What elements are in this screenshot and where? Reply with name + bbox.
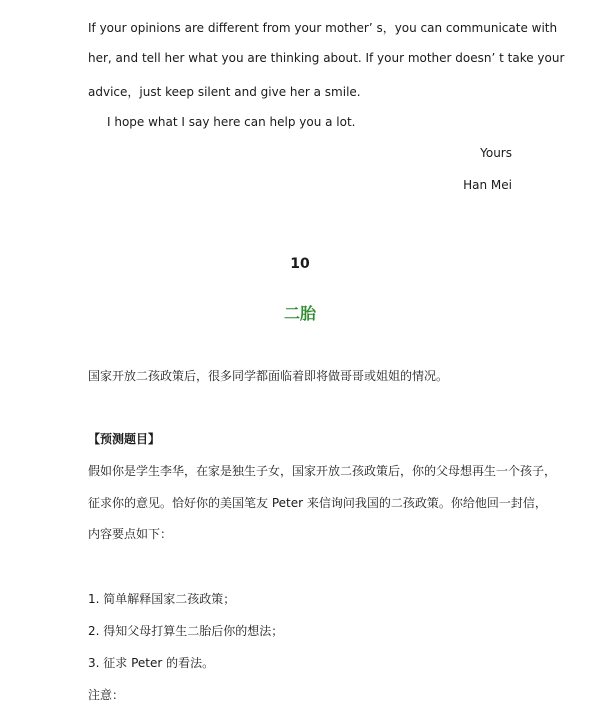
letter-line-1: If your opinions are different from your mother’ s，you can communicate with: [88, 21, 558, 35]
letter-closing: Yours: [480, 146, 512, 160]
note-label: 注意：: [88, 688, 125, 702]
letter-line-4: I hope what I say here can help you a lot.: [107, 115, 356, 129]
point-3: 3. 征求 Peter 的看法。: [88, 656, 215, 670]
point-1: 1. 简单解释国家二孩政策；: [88, 592, 236, 606]
prompt-line-2: 征求你的意见。恰好你的美国笔友 Peter 来信询问我国的二孩政策。你给他回一封信，: [88, 496, 547, 510]
letter-line-2: her, and tell her what you are thinking about. If your mother doesn’ t take your: [88, 51, 565, 65]
point-2: 2. 得知父母打算生二胎后你的想法；: [88, 624, 284, 638]
section-title: 二胎: [283, 304, 316, 323]
letter-signature: Han Mei: [463, 178, 512, 192]
prompt-line-3: 内容要点如下：: [88, 527, 173, 541]
section-number: 10: [290, 256, 310, 272]
prompt-heading: 【预测题目】: [88, 432, 161, 446]
intro-text: 国家开放二孩政策后，很多同学都面临着即将做哥哥或姐姐的情况。: [88, 369, 449, 383]
letter-line-3: advice，just keep silent and give her a smile.: [88, 85, 361, 99]
prompt-line-1: 假如你是学生李华，在家是独生子女，国家开放二孩政策后，你的父母想再生一个孩子，: [88, 464, 557, 478]
